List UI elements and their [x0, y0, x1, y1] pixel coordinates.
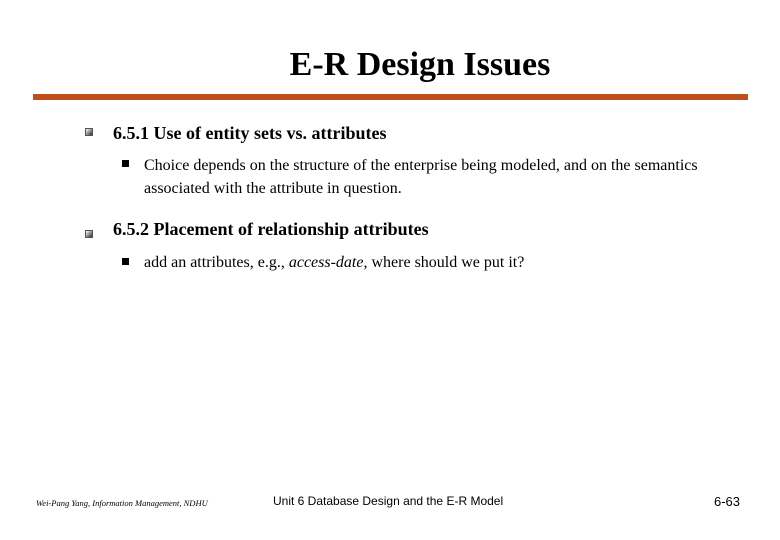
- square-bullet-icon: [122, 258, 129, 265]
- title-underline: [33, 94, 748, 100]
- section-heading-relationship-attributes: 6.5.2 Placement of relationship attributes: [113, 219, 429, 239]
- sub-bullet-text-before: add an attributes, e.g.,: [144, 254, 289, 271]
- sub-bullet-italic-term: access-date: [288, 254, 364, 271]
- footer-author: Wei-Pang Yang, Information Management, NDHU: [36, 498, 208, 508]
- square-bullet-icon: [85, 128, 93, 136]
- footer-page-number: 6-63: [713, 494, 740, 509]
- square-bullet-icon: [122, 160, 129, 167]
- slide-title: E-R Design Issues: [289, 46, 551, 83]
- footer-unit-title: Unit 6 Database Design and the E-R Model: [273, 494, 504, 508]
- sub-bullet-text-after: , where should we put it?: [363, 254, 525, 271]
- sub-bullet-choice-depends: Choice depends on the structure of the enterprise being modeled, and on the semantics associated with the attribute in question.: [144, 157, 698, 197]
- sub-bullet-access-date: [144, 251, 524, 274]
- square-bullet-icon: [85, 230, 93, 238]
- section-heading-entity-sets: 6.5.1 Use of entity sets vs. attributes: [113, 123, 387, 143]
